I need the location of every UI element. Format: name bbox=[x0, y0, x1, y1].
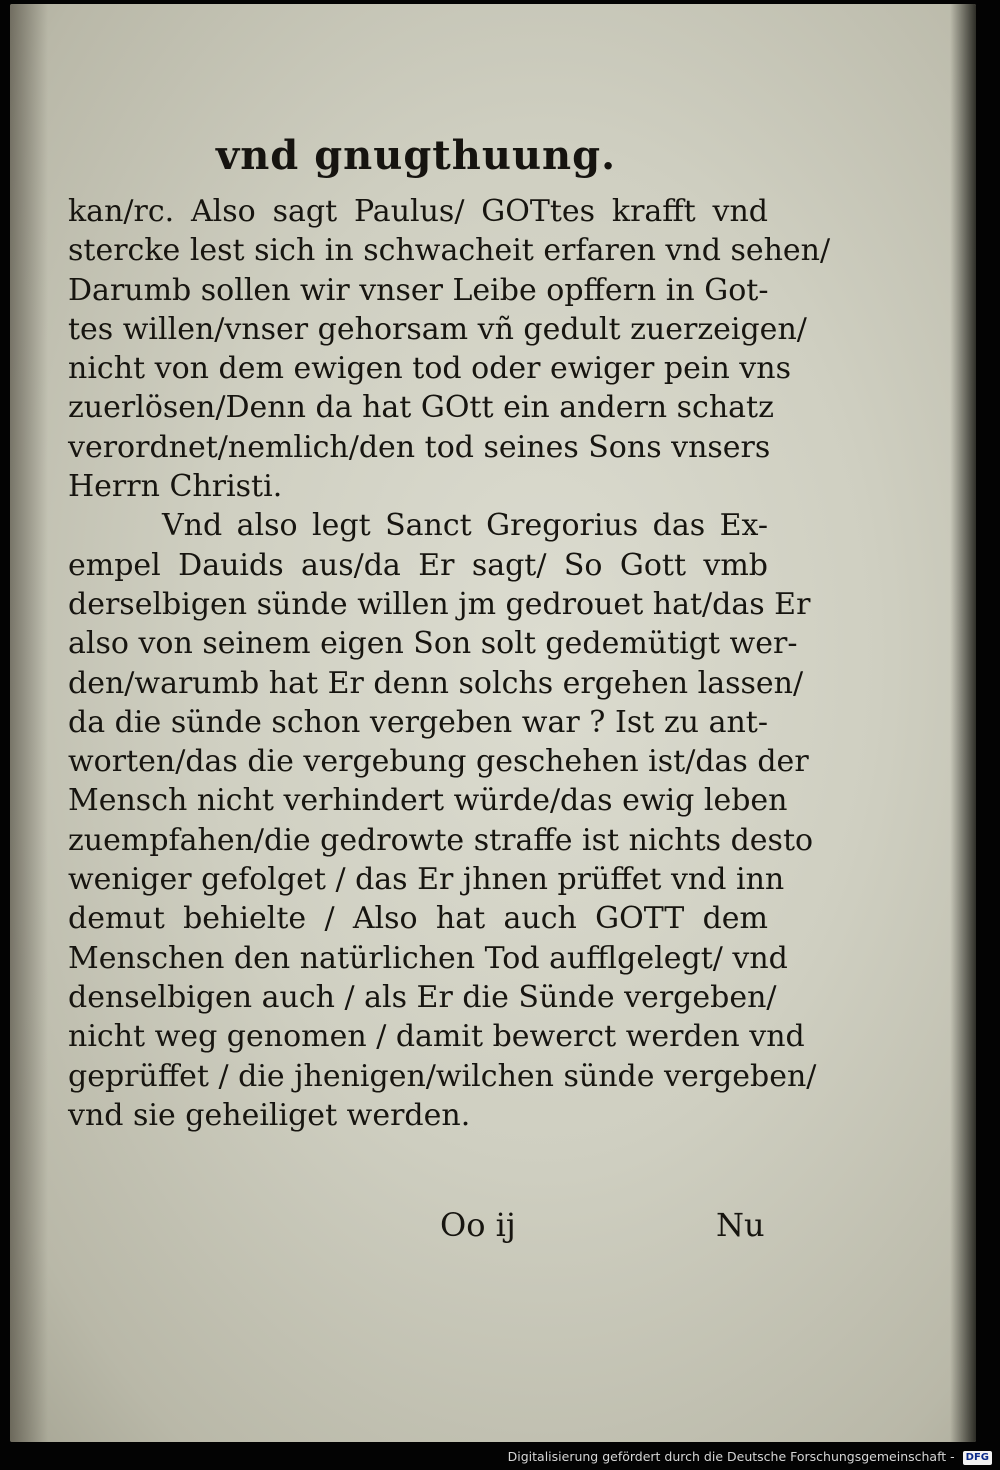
text-line: worten/das die vergebung geschehen ist/das der bbox=[68, 744, 809, 780]
text-line: tes willen/vnser gehorsam vñ gedult zuerzeigen/ bbox=[68, 311, 807, 347]
funding-credit bbox=[0, 1446, 992, 1468]
book-page bbox=[10, 4, 976, 1442]
text-line: vnd sie geheiliget werden. bbox=[68, 1097, 471, 1133]
text-line: da die sünde schon vergeben war ? Ist zu ant- bbox=[68, 704, 768, 740]
text-line: Menschen den natürlichen Tod aufflgelegt/ vnd bbox=[68, 940, 788, 976]
text-line: verordnet/nemlich/den tod seines Sons vnsers bbox=[68, 429, 771, 465]
text-line: Darumb sollen wir vnser Leibe opffern in Got- bbox=[68, 272, 769, 308]
text-line: derselbigen sünde willen jm gedrouet hat/das Er bbox=[68, 586, 811, 622]
text-line: also von seinem eigen Son solt gedemütigt wer- bbox=[68, 626, 798, 662]
text-line: denselbigen auch / als Er die Sünde vergeben/ bbox=[68, 979, 777, 1015]
credit-text: Digitalisierung gefördert durch die Deutsche Forschungsgemeinschaft - bbox=[507, 1449, 955, 1464]
page-body bbox=[68, 192, 831, 1135]
text-line: den/warumb hat Er denn solchs ergehen lassen/ bbox=[68, 665, 804, 701]
catchword: Nu bbox=[716, 1206, 765, 1244]
signature-mark: Oo ij bbox=[440, 1206, 516, 1244]
text-line: nicht von dem ewigen tod oder ewiger pein vns bbox=[68, 351, 791, 387]
text-line: nicht weg genomen / damit bewerct werden vnd bbox=[68, 1019, 805, 1055]
text-line: zuerlösen/Denn da hat GOtt ein andern schatz bbox=[68, 390, 774, 426]
running-header: vnd gnugthuung. bbox=[215, 132, 617, 179]
text-line: Mensch nicht verhindert würde/das ewig leben bbox=[68, 783, 788, 819]
text-line: weniger gefolget / das Er jhnen prüffet vnd inn bbox=[68, 862, 785, 898]
text-line: zuempfahen/die gedrowte straffe ist nichts desto bbox=[68, 822, 814, 858]
text-line: Herrn Christi. bbox=[68, 469, 283, 505]
text-line: demut behielte / Also hat auch GOTT dem bbox=[68, 901, 768, 937]
text-line: Vnd also legt Sanct Gregorius das Ex- bbox=[162, 508, 768, 544]
text-line: stercke lest sich in schwacheit erfaren vnd sehen/ bbox=[68, 233, 831, 269]
text-line: empel Dauids aus/da Er sagt/ So Gott vmb bbox=[68, 547, 768, 583]
text-line: kan/rc. Also sagt Paulus/ GOTtes krafft vnd bbox=[68, 194, 768, 229]
text-line: geprüffet / die jhenigen/wilchen sünde vergeben/ bbox=[68, 1058, 817, 1094]
dfg-logo-icon: DFG bbox=[963, 1451, 992, 1465]
